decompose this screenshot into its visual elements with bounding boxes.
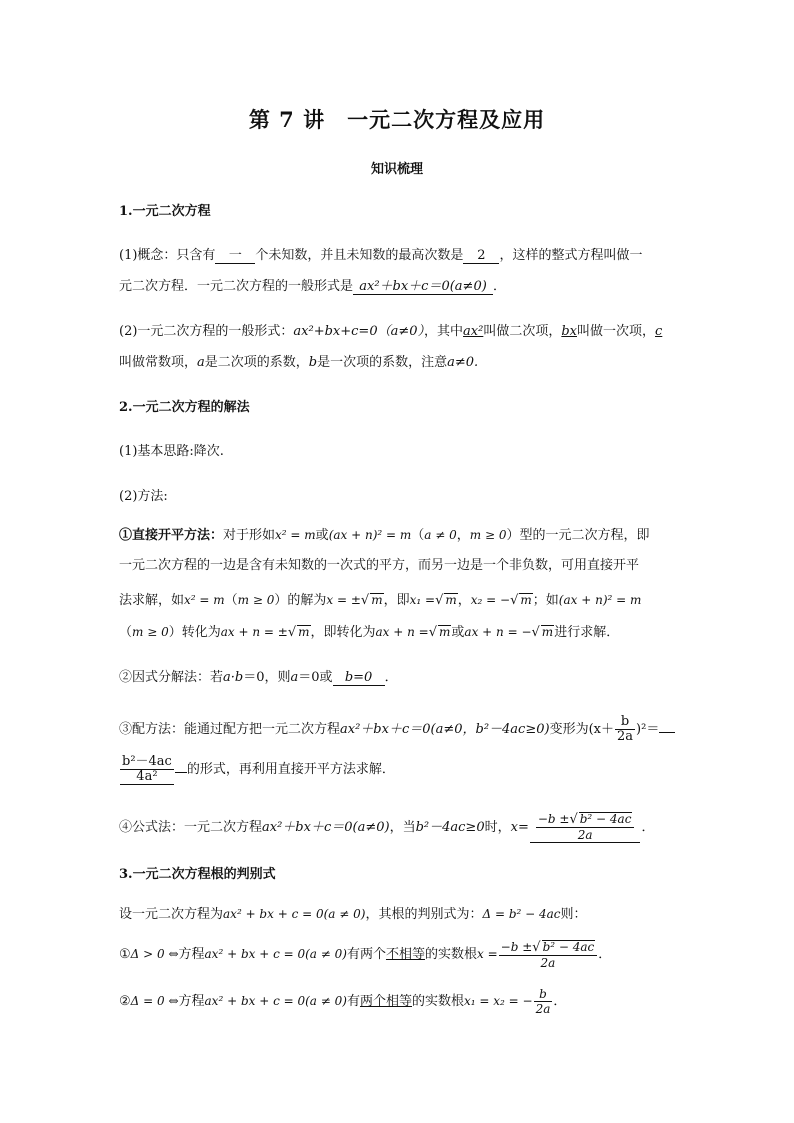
formula: x₂ = − [470,593,511,607]
formula: ax² + bx + c = 0(a ≠ 0) [204,947,347,961]
text: ④公式法：一元二次方程 [119,820,263,835]
text: 叫做一次项， [577,324,656,339]
text: （ [119,625,133,640]
text: 变形为 [549,722,589,737]
numerator: −b ± [500,939,533,954]
formula: m ≥ 0 [469,528,507,542]
text: ． [493,279,507,294]
text: ）型的一元二次方程，即 [506,528,650,543]
text: 元二次方程．一元二次方程的一般形式是 [119,279,354,294]
text: 进行求解． [554,625,620,640]
numerator: b²－4ac [122,753,172,769]
formula: ax + n = ± [220,625,288,639]
formula: (ax + n)² = m [558,593,642,607]
fill-blank-2: 2 [463,248,499,264]
text: 方程 [178,947,205,962]
text: 或 [451,625,465,640]
text: ① [119,947,131,962]
denominator: 4a² [136,768,158,784]
text: 的实数根 [425,947,478,962]
fraction-discriminant-over-4a2 [120,755,174,785]
text: ，其中 [424,324,464,339]
underlined-text: 两个相等 [359,994,412,1009]
formula: x² = m [275,528,316,542]
formula: ax² + bx + c = 0(a ≠ 0) [204,994,347,1008]
double-root-fraction [534,987,553,1016]
term-quadratic: ax² [463,324,484,339]
text: 有两个 [346,947,386,962]
heading-solving-methods: 2.一元二次方程的解法 [119,400,250,415]
radicand: m [520,593,532,607]
discriminant-intro [119,904,587,925]
methods-label: (2)方法: [119,489,168,504]
text: ． [384,670,398,685]
text: 有 [346,994,360,1009]
formula: a·b [223,670,244,685]
numerator: −b ± [537,812,570,826]
text: 的实数根 [412,994,465,1009]
formula: b²－4ac≥0 [415,820,485,835]
text: (2)一元二次方程的一般形式： [119,324,294,339]
text: ＝0或 [298,670,333,685]
heading-quadratic-equation: 1.一元二次方程 [119,204,211,219]
completing-square-line-2 [119,752,395,788]
formula: m ≥ 0 [132,625,169,639]
text: 或 [315,528,329,543]
term-linear: bx [561,324,577,339]
quadratic-formula-line [119,808,654,848]
fill-blank-4: b=0 [333,670,385,686]
formula: ax²+bx+c=0（a≠0） [293,324,425,339]
formula: a ≠ 0 [424,528,457,542]
lesson-title: 第 7 讲 一元二次方程及应用 [248,107,546,132]
radicand: m [371,593,383,607]
method-label: ①直接开平方法： [119,528,224,543]
formula: (ax + n)² = m [328,528,412,542]
text: ， [457,593,471,608]
text: ，这样的整式方程叫做一 [499,248,643,263]
direct-sqrt-line-2: 一元二次方程的一边是含有未知数的一次式的平方，而另一边是一个非负数，可用直接开平 [119,558,640,573]
formula: ax + n = [375,625,429,639]
text: ，其根的判别式为： [365,907,483,922]
text: 则： [560,907,587,922]
text: 对于形如 [223,528,276,543]
text: 叫做常数项， [119,355,198,370]
concept-line-2 [119,277,506,297]
radicand: m [541,625,554,639]
radicand: b² − 4ac [542,939,595,954]
text: ）转化为 [168,625,221,640]
text: ）的解为 [274,593,327,608]
text: ③配方法：能通过配方把一元二次方程 [119,722,341,737]
text: 个未知数，并且未知数的最高次数是 [255,248,464,263]
numerator: b [615,715,635,730]
formula: ax²＋bx＋c＝0(a≠0) [262,820,390,835]
formula: ax² + bx + c = 0(a ≠ 0) [223,907,366,921]
basic-idea: (1)基本思路:降次. [119,444,224,459]
text: ，即转化为 [310,625,376,640]
text: (1)概念：只含有 [119,248,216,263]
underlined-text: 不相等 [385,947,425,962]
text: ． [641,820,655,835]
denominator: 2a [540,955,556,970]
quadratic-formula-fraction: $\frac{\text{−b ±√ b² − 4ac}}{2a}$ [530,812,641,843]
direct-sqrt-line-1 [119,525,650,546]
roots-fraction: $\frac{\text{−b ±√ b² − 4ac}}{2a}$ [499,940,598,970]
text: ＝0，则 [243,670,291,685]
text: 方程 [178,994,205,1009]
text: ． [553,994,567,1009]
text: 设一元二次方程为 [119,907,224,922]
concept-line-1 [119,246,642,266]
formula: m ≥ 0 [237,593,275,607]
text: ，当 [389,820,416,835]
radicand: m [439,625,451,639]
fill-blank-1: 一 [215,248,255,264]
formula: a [290,670,299,685]
radicand: m [298,625,310,639]
text: 的形式，再利用直接开平方法求解． [186,762,395,777]
text: （ [224,593,238,608]
text: ② [119,994,131,1009]
section-subtitle: 知识梳理 [370,162,423,177]
text: ， [456,528,470,543]
heading-discriminant: 3.一元二次方程根的判别式 [119,867,276,882]
formula: Δ = b² − 4ac [482,907,561,921]
direct-sqrt-line-3: 法求解，如x² = m（m ≥ 0）的解为x = ±√ m，即x₁ =√ m，x₂ = −√ m；如(ax + n)² = m [119,593,642,608]
direct-sqrt-line-4: （m ≥ 0）转化为ax + n = ±√ m，即转化为ax + n =√ m或ax + n = −√ m进行求解． [119,625,620,640]
text: ；如 [532,593,559,608]
formula: Δ > 0 ⇔ [130,947,179,961]
radicand: m [445,593,457,607]
fraction-b-over-2a [615,715,635,744]
var: b [308,355,318,370]
denominator: 2a [577,828,593,842]
factoring-method [119,668,398,688]
text: 是一次项的系数，注意 [317,355,448,370]
formula: x² = m [184,593,225,607]
denominator: 2a [617,729,634,744]
text: ②因式分解法：若 [119,670,224,685]
formula: x₁ = [409,593,436,607]
formula: )²＝ [636,722,660,737]
text: 时， [484,820,511,835]
text: （ [411,528,425,543]
text: 是二次项的系数， [204,355,309,370]
formula: x₁ = x₂ = − [464,994,533,1008]
formula: ax + n = − [464,625,532,639]
completing-square-line-1 [119,713,675,747]
denominator: 2a [535,1002,551,1016]
text: ． [598,947,612,962]
fill-blank-3: ax²＋bx＋c＝0(a≠0) [353,279,493,295]
formula: ax²＋bx＋c＝0(a≠0，b²－4ac≥0) [340,722,550,737]
text: 法求解，如 [119,593,185,608]
formula: a≠0. [447,355,479,370]
discriminant-case-positive [119,934,611,975]
numerator: b [534,987,553,1002]
term-constant: c [655,324,663,339]
formula: x = ± [326,593,361,607]
var: a [197,355,205,370]
formula: x= [510,820,529,835]
text: 叫做二次项， [483,324,562,339]
text: ，即 [383,593,410,608]
general-form-line-2 [119,353,478,373]
formula: x = [477,947,498,961]
discriminant-case-zero [119,981,566,1022]
radicand: b² − 4ac [579,812,632,826]
formula: (x＋ [588,722,614,737]
formula: Δ = 0 ⇔ [130,994,179,1008]
general-form-line-1 [119,322,662,342]
